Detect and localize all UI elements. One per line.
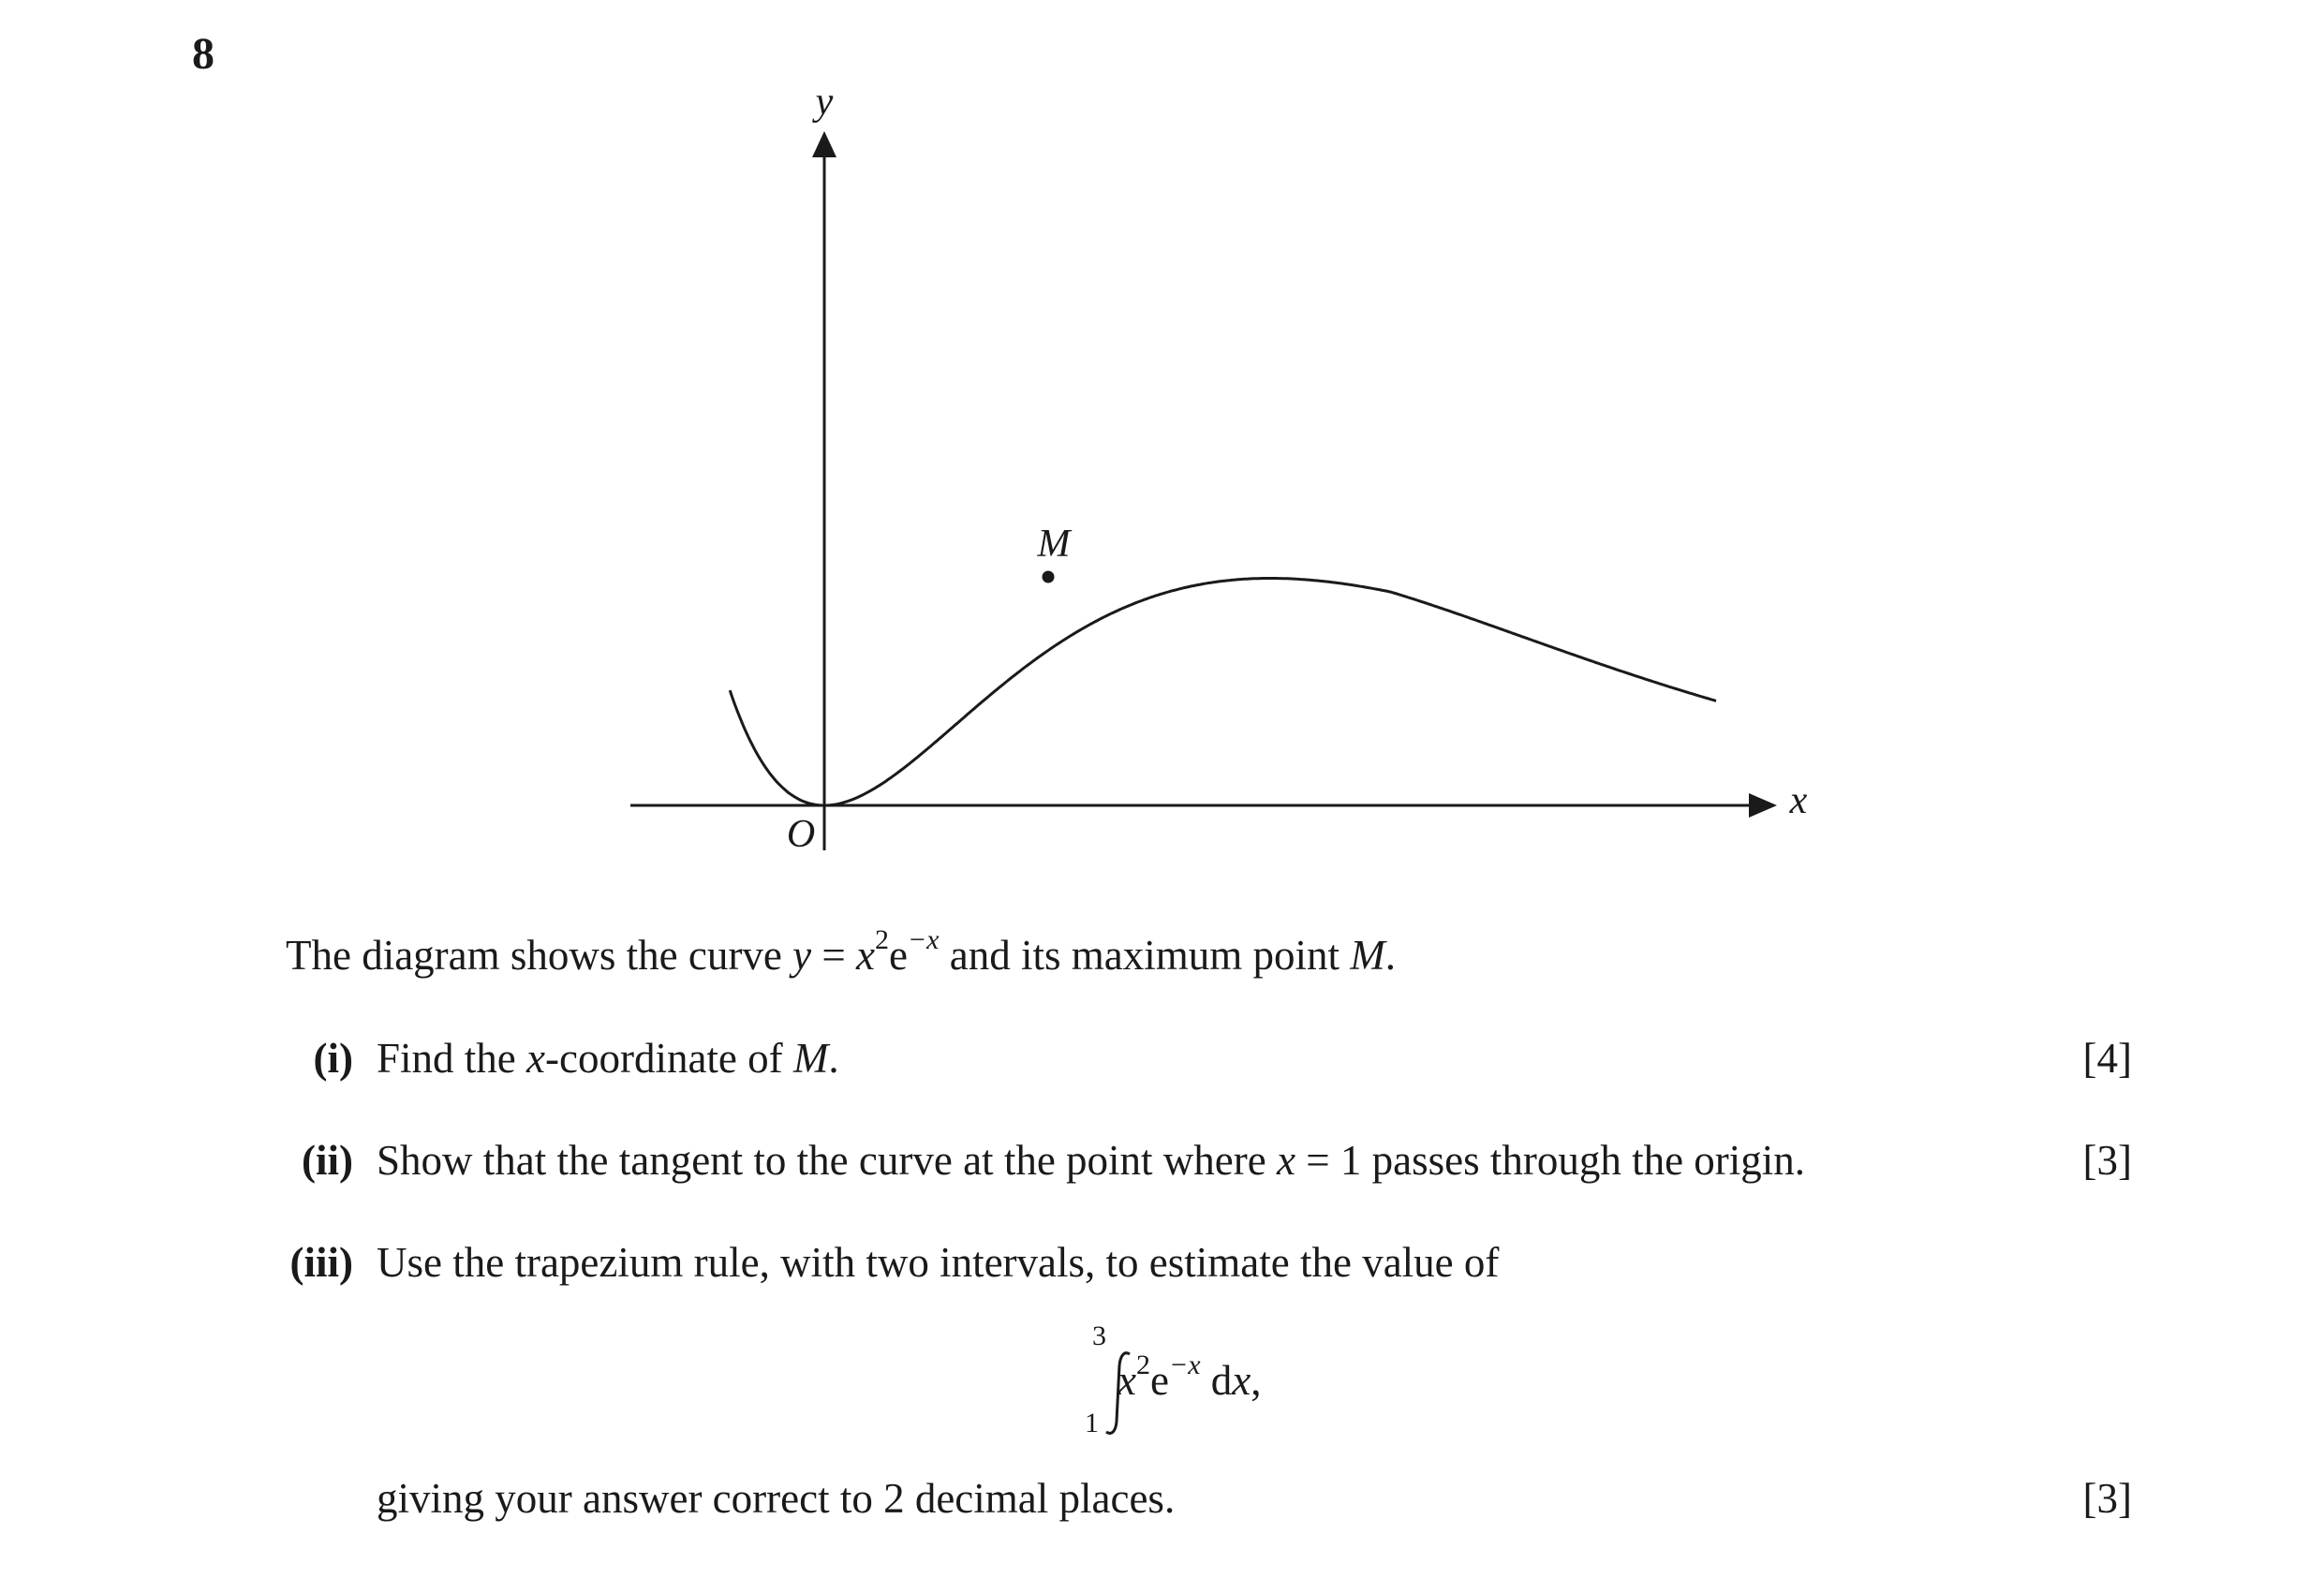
origin-label: O [786, 813, 816, 856]
y-axis-label: y [815, 81, 834, 124]
integrand-d: d [1200, 1357, 1233, 1404]
integrand-exp: −x [1168, 1349, 1201, 1380]
question-number: 8 [192, 29, 215, 79]
integral-upper-limit: 3 [1092, 1320, 1106, 1351]
part-ii-marks: [3] [2082, 1137, 2132, 1184]
part-i-text-b: -coordinate of [545, 1035, 793, 1082]
intro-eq-exp: −x [907, 924, 940, 955]
integrand-dx: x [1232, 1357, 1251, 1404]
integrand [1118, 1349, 1262, 1404]
intro-end: . [1384, 932, 1396, 979]
intro-text-after: and its maximum point [939, 932, 1351, 979]
max-point-label: M [1037, 523, 1071, 566]
integrand-x: x [1118, 1357, 1136, 1404]
intro-sentence [286, 924, 1396, 979]
intro-eq-equals: = [811, 932, 856, 979]
part-iii-text-a: Use the trapezium rule, with two intervals, to estimate the value of [377, 1239, 1500, 1286]
part-i-text [377, 1035, 839, 1082]
intro-eq-y: y [792, 932, 812, 979]
intro-text-before: The diagram shows the curve [286, 932, 793, 979]
part-i-text-a: Find the [377, 1035, 527, 1082]
x-axis-label: x [1789, 779, 1808, 822]
part-iii-label: (iii) [289, 1239, 353, 1286]
part-i-end: . [828, 1035, 839, 1082]
intro-eq-exp2: 2 [874, 924, 889, 955]
part-i-point: M [792, 1035, 829, 1082]
curve-line [730, 579, 1716, 806]
y-axis-arrow [812, 131, 836, 157]
part-i-var: x [526, 1035, 545, 1082]
intro-eq-x: x [855, 932, 875, 979]
integrand-end: , [1251, 1357, 1262, 1404]
intro-eq-e: e [888, 932, 908, 979]
integrand-exp2: 2 [1135, 1349, 1150, 1380]
max-point-dot [1043, 571, 1055, 583]
integral-lower-limit: 1 [1085, 1408, 1099, 1438]
part-ii-var: x [1276, 1137, 1295, 1184]
intro-point: M [1350, 932, 1385, 979]
part-ii-text-b: = 1 passes through the origin. [1295, 1137, 1806, 1184]
part-iii-marks: [3] [2082, 1475, 2132, 1522]
part-ii-label: (ii) [302, 1137, 353, 1184]
x-axis-arrow [1749, 793, 1777, 818]
part-i-label: (i) [313, 1035, 353, 1082]
part-iii-text-c: giving your answer correct to 2 decimal places. [377, 1475, 1176, 1522]
part-i-marks: [4] [2082, 1035, 2132, 1082]
integrand-e: e [1149, 1357, 1169, 1404]
part-ii-text [377, 1137, 1806, 1184]
part-ii-text-a: Show that the tangent to the curve at the point where [377, 1137, 1277, 1184]
